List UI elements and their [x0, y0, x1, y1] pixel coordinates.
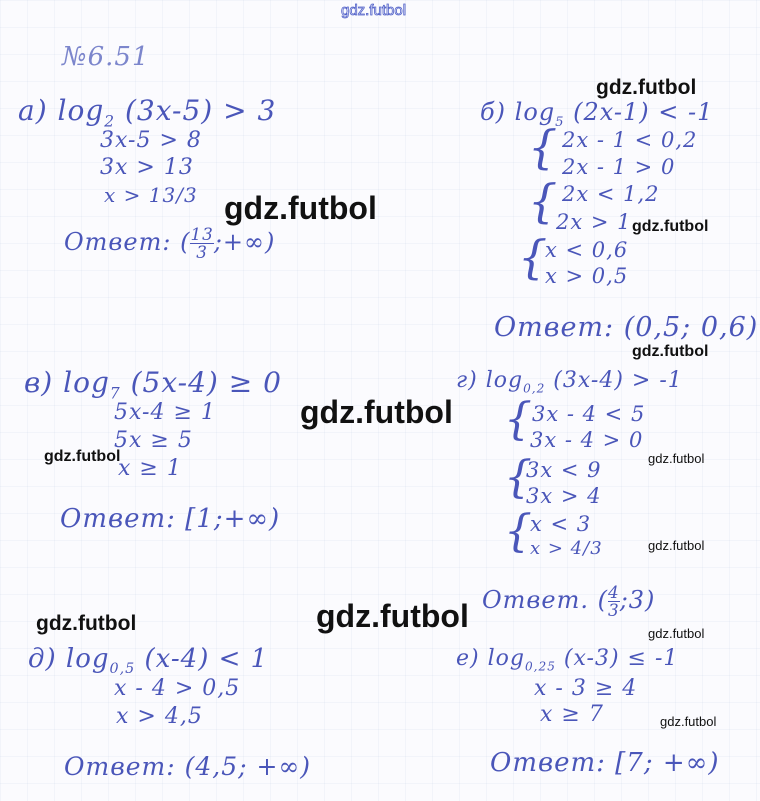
part-d-step-1: x - 4 > 0,5	[114, 676, 241, 701]
part-v-step-3: x ≥ 1	[118, 456, 182, 481]
problem-number: №6.51	[62, 42, 150, 72]
part-a-answer-word: Ответ:	[64, 227, 172, 256]
part-a-arg: (3x-5) > 3	[124, 94, 277, 127]
part-e-step-1: x - 3 ≥ 4	[534, 676, 638, 701]
part-e-base: 0,25	[524, 659, 556, 674]
part-b-brace-1: {	[528, 120, 558, 174]
part-d-arg: (x-4) < 1	[144, 644, 269, 674]
watermark-top: gdz.futbol	[341, 2, 407, 19]
part-e-label: е)	[456, 646, 480, 671]
part-b-inequality: б) $\log_5 (2x-1) < -1$	[480, 98, 714, 130]
part-g-sys1-line2: 3x - 4 > 0	[530, 428, 644, 452]
part-a-answer-num: 13	[190, 224, 214, 244]
part-b-label: б)	[480, 98, 507, 126]
part-g-label: г)	[456, 368, 478, 393]
part-d-inequality: д) $\log_{0,5} (x-4) < 1$	[28, 644, 269, 678]
watermark-large-3: gdz.futbol	[316, 598, 469, 634]
part-g-arg: (3x-4) > -1	[553, 368, 683, 393]
part-a-step-3: x > 13/3	[104, 183, 198, 207]
part-a-answer-den: 3	[190, 243, 213, 261]
part-g-sys3-line2: x > 4/3	[530, 538, 603, 559]
part-v-answer: Ответ: [1;+∞)	[60, 504, 281, 534]
part-b-sys1-line1: 2x - 1 < 0,2	[562, 128, 698, 152]
watermark-tiny-1: gdz.futbol	[648, 451, 705, 466]
part-g-brace-2: {	[504, 452, 532, 503]
part-e-step-2: x ≥ 7	[540, 702, 604, 727]
part-b-sys3-line2: x > 0,5	[545, 264, 629, 288]
part-a-base: 2	[104, 112, 116, 131]
part-g-base: 0,2	[523, 381, 546, 396]
watermark-tiny-2: gdz.futbol	[648, 538, 705, 553]
part-b-base: 5	[555, 114, 565, 130]
part-b-sys2-line1: 2x < 1,2	[562, 182, 660, 206]
part-b-arg: (2x-1) < -1	[573, 98, 714, 126]
part-g-answer-rest: ;3)	[619, 585, 656, 614]
part-v-inequality: в) $\log_7 (5x-4) \ge 0$	[24, 366, 282, 403]
part-g-sys1-line1: 3x - 4 < 5	[532, 402, 646, 426]
part-g-answer-den: 3	[608, 599, 620, 620]
watermark-small-3: gdz.futbol	[44, 448, 121, 465]
part-b-brace-2: {	[528, 174, 558, 228]
part-a-answer-fraction	[190, 226, 213, 261]
part-g-answer-fraction	[608, 584, 620, 619]
watermark-tiny-3: gdz.futbol	[648, 626, 705, 641]
part-g-sys2-line2: 3x > 4	[526, 484, 602, 508]
part-g-inequality: г) $\log_{0,2} (3x-4) > -1$	[456, 368, 683, 396]
part-v-label: в)	[24, 366, 54, 399]
watermark-large-1: gdz.futbol	[224, 190, 377, 226]
part-b-answer: Ответ: (0,5; 0,6)	[494, 312, 759, 343]
part-b-brace-3: {	[518, 230, 548, 284]
part-g-brace-3: {	[504, 506, 532, 557]
part-a-answer: Ответ: ( $\frac{13}{3}$ ;+∞)	[64, 224, 276, 262]
watermark-large-2: gdz.futbol	[300, 394, 453, 430]
part-g-brace-1: {	[504, 394, 532, 445]
part-a-inequality: а) $\log_2 (3x-5) > 3$	[18, 94, 277, 131]
part-v-base: 7	[109, 384, 121, 403]
part-b-sys3-line1: x < 0,6	[545, 238, 629, 262]
part-g-answer-word: Ответ.	[482, 585, 589, 614]
part-b-sys1-line2: 2x - 1 > 0	[562, 155, 676, 179]
watermark-small-2: gdz.futbol	[632, 343, 709, 360]
part-g-sys2-line1: 3x < 9	[526, 458, 602, 482]
part-e-arg: (x-3) ≤ -1	[563, 646, 679, 671]
part-g-answer-num: 4	[608, 582, 620, 602]
part-e-inequality: е) $\log_{0,25} (x-3) \le -1$	[456, 646, 679, 674]
part-v-arg: (5x-4) ≥ 0	[130, 366, 282, 399]
part-a-answer-rest: ;+∞)	[213, 227, 276, 256]
part-v-step-1: 5x-4 ≥ 1	[114, 400, 216, 425]
part-d-step-2: x > 4,5	[116, 704, 203, 729]
part-a-step-1: 3x-5 > 8	[100, 128, 202, 153]
watermark-medium-1: gdz.futbol	[596, 76, 697, 99]
part-g-sys3-line1: x < 3	[530, 512, 592, 536]
part-b-sys2-line2: 2x > 1	[556, 210, 632, 234]
part-a-label: а)	[18, 94, 48, 127]
watermark-small-1: gdz.futbol	[632, 218, 709, 235]
part-v-step-2: 5x ≥ 5	[114, 428, 193, 453]
watermark-medium-2: gdz.futbol	[36, 612, 137, 635]
part-d-base: 0,5	[109, 661, 136, 678]
part-d-label: д)	[28, 644, 57, 674]
part-g-answer: Ответ. ( $\frac{4}{3}$ ;3)	[482, 582, 656, 620]
part-e-answer: Ответ: [7; +∞)	[490, 748, 720, 778]
part-d-answer: Ответ: (4,5; +∞)	[64, 752, 312, 781]
part-a-step-2: 3x > 13	[100, 155, 194, 180]
watermark-tiny-4: gdz.futbol	[660, 714, 717, 729]
